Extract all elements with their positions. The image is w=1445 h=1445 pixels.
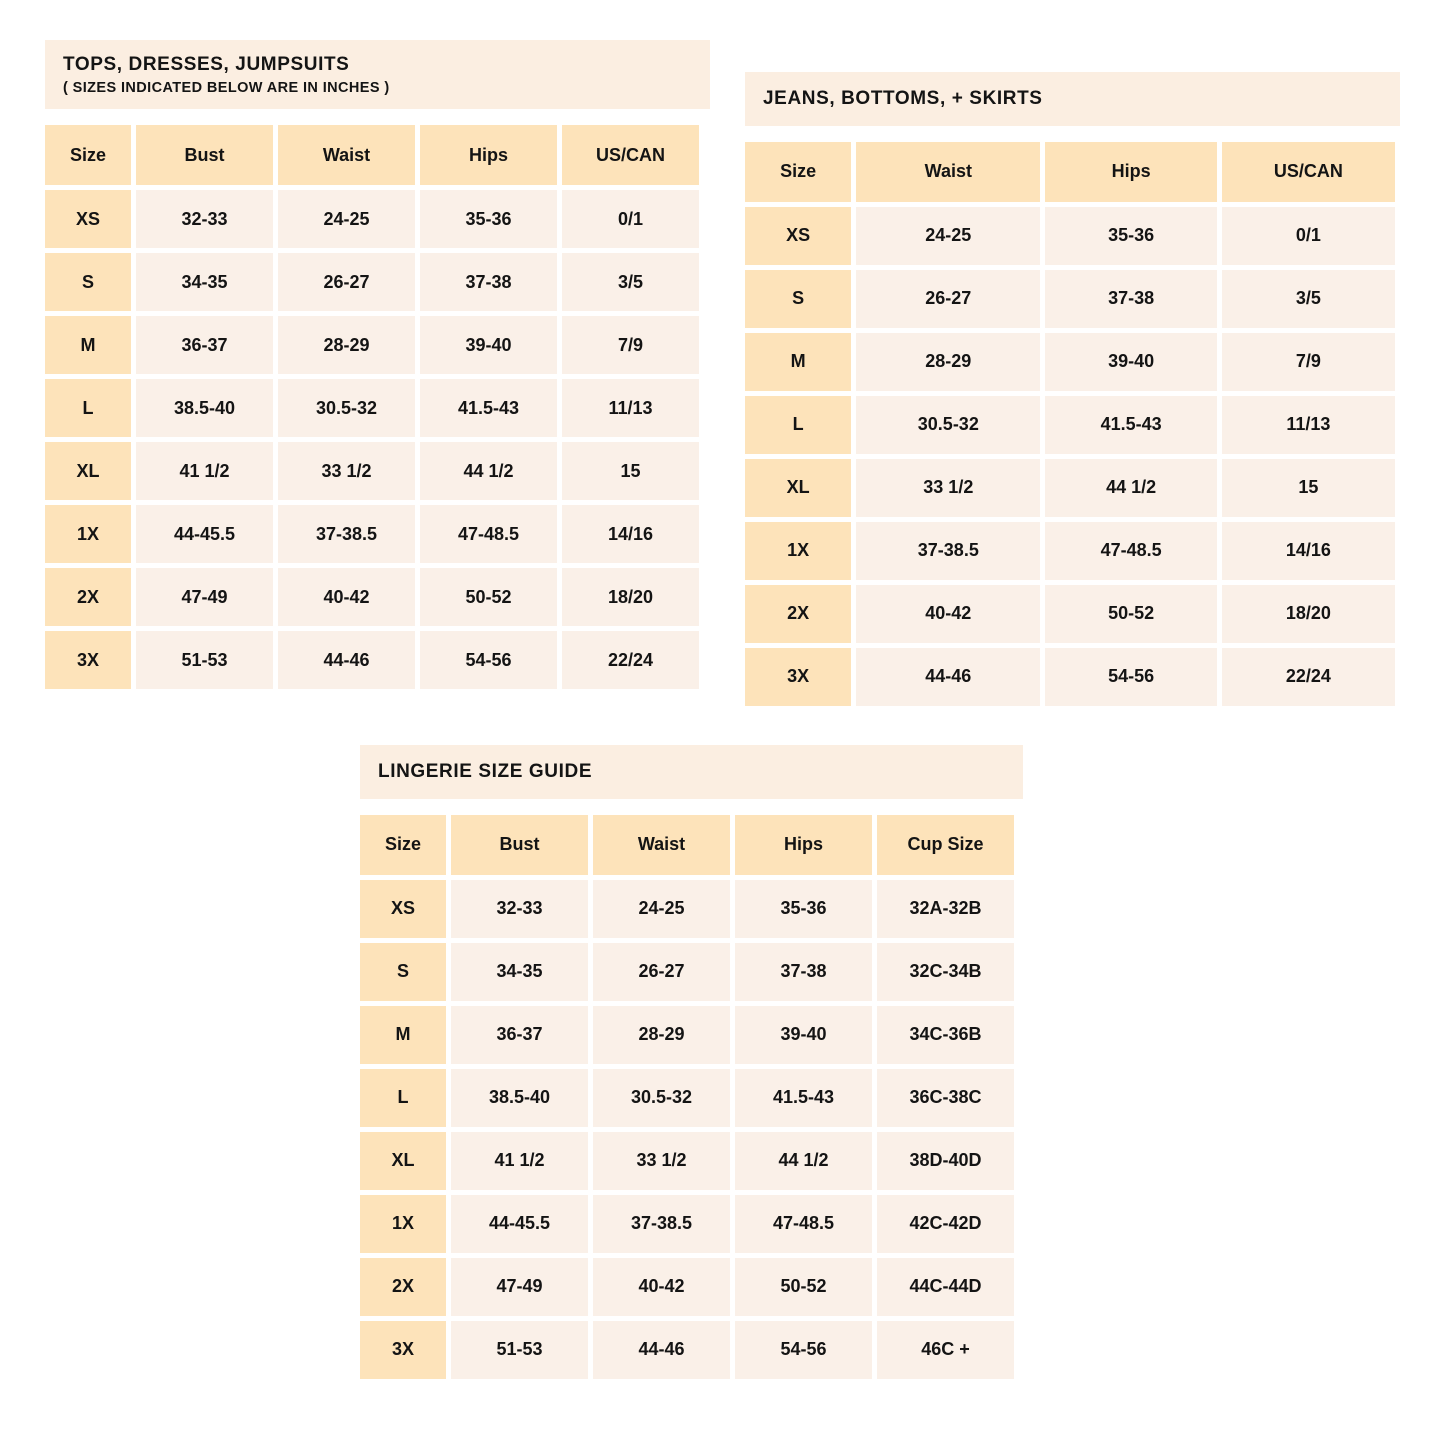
tops-title-bar (45, 40, 710, 109)
table-row (45, 442, 699, 500)
cell-size: XL (45, 442, 131, 500)
cell-uscan: 15 (1222, 459, 1395, 517)
tops-size-table (40, 120, 704, 694)
cell-waist: 26-27 (856, 270, 1040, 328)
table-row (360, 880, 1014, 938)
cell-waist: 28-29 (856, 333, 1040, 391)
cell-hips: 35-36 (1045, 207, 1216, 265)
cell-size: M (745, 333, 851, 391)
cell-waist: 37-38.5 (278, 505, 415, 563)
jeans-size-block (745, 72, 1400, 711)
cell-cup-size: 36C-38C (877, 1069, 1014, 1127)
cell-uscan: 18/20 (562, 568, 699, 626)
column-header-bust: Bust (451, 815, 588, 875)
lingerie-title: LINGERIE SIZE GUIDE (378, 761, 593, 782)
cell-hips: 39-40 (735, 1006, 872, 1064)
cell-hips: 35-36 (420, 190, 557, 248)
table-row (360, 1258, 1014, 1316)
cell-hips: 37-38 (1045, 270, 1216, 328)
cell-waist: 37-38.5 (856, 522, 1040, 580)
column-header-waist: Waist (856, 142, 1040, 202)
cell-bust: 38.5-40 (451, 1069, 588, 1127)
table-row (745, 333, 1395, 391)
cell-uscan: 14/16 (562, 505, 699, 563)
table-row (360, 1321, 1014, 1379)
cell-hips: 44 1/2 (735, 1132, 872, 1190)
table-row (360, 1006, 1014, 1064)
table-row (360, 1195, 1014, 1253)
cell-hips: 54-56 (420, 631, 557, 689)
cell-cup-size: 34C-36B (877, 1006, 1014, 1064)
cell-size: S (45, 253, 131, 311)
table-row (360, 943, 1014, 1001)
cell-bust: 41 1/2 (136, 442, 273, 500)
cell-bust: 34-35 (136, 253, 273, 311)
cell-size: XS (745, 207, 851, 265)
table-row (45, 190, 699, 248)
table-row (45, 316, 699, 374)
cell-hips: 41.5-43 (735, 1069, 872, 1127)
cell-size: M (360, 1006, 446, 1064)
cell-hips: 47-48.5 (1045, 522, 1216, 580)
cell-bust: 47-49 (136, 568, 273, 626)
cell-hips: 37-38 (735, 943, 872, 1001)
cell-bust: 41 1/2 (451, 1132, 588, 1190)
cell-uscan: 0/1 (562, 190, 699, 248)
cell-hips: 47-48.5 (735, 1195, 872, 1253)
cell-size: XL (745, 459, 851, 517)
cell-hips: 44 1/2 (1045, 459, 1216, 517)
cell-waist: 37-38.5 (593, 1195, 730, 1253)
tops-title: TOPS, DRESSES, JUMPSUITS (63, 54, 350, 75)
cell-size: 1X (745, 522, 851, 580)
column-header-waist: Waist (593, 815, 730, 875)
cell-waist: 33 1/2 (278, 442, 415, 500)
table-row (360, 1069, 1014, 1127)
cell-bust: 32-33 (136, 190, 273, 248)
cell-waist: 26-27 (593, 943, 730, 1001)
cell-bust: 34-35 (451, 943, 588, 1001)
cell-bust: 32-33 (451, 880, 588, 938)
cell-size: 2X (360, 1258, 446, 1316)
cell-cup-size: 38D-40D (877, 1132, 1014, 1190)
cell-waist: 40-42 (856, 585, 1040, 643)
column-header-uscan: US/CAN (562, 125, 699, 185)
cell-size: L (745, 396, 851, 454)
cell-uscan: 7/9 (1222, 333, 1395, 391)
cell-waist: 28-29 (278, 316, 415, 374)
lingerie-size-block (360, 745, 1023, 1384)
cell-waist: 44-46 (593, 1321, 730, 1379)
cell-waist: 44-46 (278, 631, 415, 689)
column-header-hips: Hips (1045, 142, 1216, 202)
cell-waist: 44-46 (856, 648, 1040, 706)
column-header-bust: Bust (136, 125, 273, 185)
cell-uscan: 14/16 (1222, 522, 1395, 580)
cell-bust: 38.5-40 (136, 379, 273, 437)
cell-size: 2X (745, 585, 851, 643)
cell-size: 2X (45, 568, 131, 626)
cell-cup-size: 42C-42D (877, 1195, 1014, 1253)
table-row (45, 505, 699, 563)
cell-uscan: 22/24 (562, 631, 699, 689)
table-row (45, 631, 699, 689)
cell-size: XS (45, 190, 131, 248)
cell-uscan: 11/13 (1222, 396, 1395, 454)
cell-uscan: 22/24 (1222, 648, 1395, 706)
cell-uscan: 11/13 (562, 379, 699, 437)
cell-size: S (745, 270, 851, 328)
cell-hips: 37-38 (420, 253, 557, 311)
jeans-size-table (740, 137, 1400, 711)
cell-waist: 24-25 (593, 880, 730, 938)
cell-size: S (360, 943, 446, 1001)
cell-hips: 39-40 (1045, 333, 1216, 391)
cell-hips: 50-52 (735, 1258, 872, 1316)
column-header-size: Size (360, 815, 446, 875)
table-header-row (360, 815, 1014, 875)
table-row (745, 648, 1395, 706)
table-row (745, 522, 1395, 580)
tops-subtitle: ( SIZES INDICATED BELOW ARE IN INCHES ) (63, 79, 390, 96)
cell-hips: 47-48.5 (420, 505, 557, 563)
table-row (745, 270, 1395, 328)
column-header-size: Size (745, 142, 851, 202)
cell-size: XL (360, 1132, 446, 1190)
table-row (45, 568, 699, 626)
cell-waist: 40-42 (593, 1258, 730, 1316)
cell-size: 3X (745, 648, 851, 706)
cell-hips: 54-56 (735, 1321, 872, 1379)
table-row (45, 253, 699, 311)
column-header-waist: Waist (278, 125, 415, 185)
cell-bust: 44-45.5 (451, 1195, 588, 1253)
cell-bust: 51-53 (451, 1321, 588, 1379)
cell-size: XS (360, 880, 446, 938)
cell-waist: 24-25 (856, 207, 1040, 265)
column-header-size: Size (45, 125, 131, 185)
cell-hips: 41.5-43 (1045, 396, 1216, 454)
lingerie-title-bar (360, 745, 1023, 799)
cell-size: L (45, 379, 131, 437)
cell-cup-size: 46C + (877, 1321, 1014, 1379)
cell-hips: 39-40 (420, 316, 557, 374)
table-header-row (45, 125, 699, 185)
cell-uscan: 3/5 (1222, 270, 1395, 328)
jeans-title-bar (745, 72, 1400, 126)
lingerie-size-table (355, 810, 1019, 1384)
cell-waist: 40-42 (278, 568, 415, 626)
cell-cup-size: 32A-32B (877, 880, 1014, 938)
jeans-title: JEANS, BOTTOMS, + SKIRTS (763, 88, 1043, 109)
table-row (360, 1132, 1014, 1190)
cell-cup-size: 32C-34B (877, 943, 1014, 1001)
cell-hips: 54-56 (1045, 648, 1216, 706)
column-header-cup-size: Cup Size (877, 815, 1014, 875)
cell-size: 1X (45, 505, 131, 563)
cell-waist: 30.5-32 (856, 396, 1040, 454)
table-row (745, 396, 1395, 454)
cell-bust: 47-49 (451, 1258, 588, 1316)
cell-size: 3X (360, 1321, 446, 1379)
tops-size-block (45, 40, 710, 694)
cell-waist: 24-25 (278, 190, 415, 248)
cell-waist: 33 1/2 (593, 1132, 730, 1190)
table-header-row (745, 142, 1395, 202)
table-row (745, 207, 1395, 265)
cell-uscan: 18/20 (1222, 585, 1395, 643)
table-row (45, 379, 699, 437)
cell-bust: 36-37 (136, 316, 273, 374)
cell-hips: 50-52 (420, 568, 557, 626)
cell-hips: 44 1/2 (420, 442, 557, 500)
cell-uscan: 7/9 (562, 316, 699, 374)
column-header-hips: Hips (735, 815, 872, 875)
cell-bust: 44-45.5 (136, 505, 273, 563)
cell-hips: 41.5-43 (420, 379, 557, 437)
cell-waist: 26-27 (278, 253, 415, 311)
cell-size: M (45, 316, 131, 374)
cell-bust: 51-53 (136, 631, 273, 689)
cell-uscan: 3/5 (562, 253, 699, 311)
cell-size: 1X (360, 1195, 446, 1253)
cell-size: L (360, 1069, 446, 1127)
cell-waist: 30.5-32 (278, 379, 415, 437)
cell-hips: 50-52 (1045, 585, 1216, 643)
cell-waist: 30.5-32 (593, 1069, 730, 1127)
table-row (745, 459, 1395, 517)
cell-waist: 33 1/2 (856, 459, 1040, 517)
cell-size: 3X (45, 631, 131, 689)
cell-uscan: 15 (562, 442, 699, 500)
cell-uscan: 0/1 (1222, 207, 1395, 265)
table-row (745, 585, 1395, 643)
cell-bust: 36-37 (451, 1006, 588, 1064)
cell-waist: 28-29 (593, 1006, 730, 1064)
column-header-hips: Hips (420, 125, 557, 185)
cell-hips: 35-36 (735, 880, 872, 938)
column-header-uscan: US/CAN (1222, 142, 1395, 202)
cell-cup-size: 44C-44D (877, 1258, 1014, 1316)
